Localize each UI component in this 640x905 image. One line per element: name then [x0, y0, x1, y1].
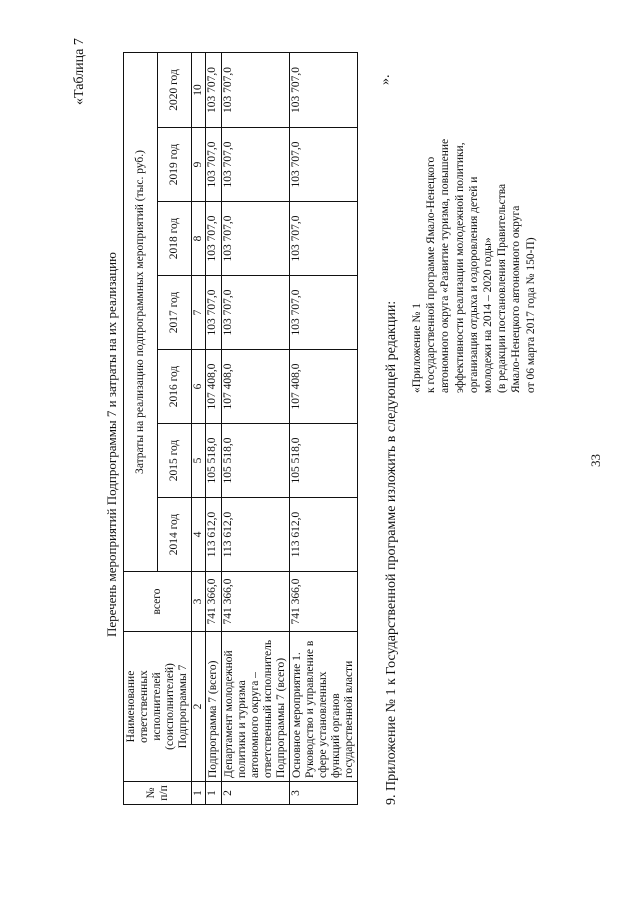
row-index: 3: [290, 782, 358, 805]
cell-value: 113 612,0: [290, 498, 358, 572]
column-number-row: [192, 52, 206, 804]
cell-value: 103 707,0: [222, 52, 290, 127]
table-row: [290, 52, 358, 804]
cell-value: 103 707,0: [290, 276, 358, 350]
column-number: 4: [192, 498, 206, 572]
header-year: 2020 год: [158, 52, 192, 127]
cell-value: 103 707,0: [206, 202, 222, 276]
table-header-row: [124, 52, 158, 804]
appendix-line: молодежи на 2014 – 2020 годы»: [482, 237, 495, 393]
header-year: 2018 год: [158, 202, 192, 276]
appendix-line: организация отдыха и оздоровления детей и: [467, 176, 480, 393]
column-number: 7: [192, 276, 206, 350]
column-number: 8: [192, 202, 206, 276]
row-name: Основное мероприятие 1. Руководство и управление в сфере установленных функций органов государственной власти: [290, 632, 358, 782]
table-title: Перечень мероприятий Подпрограммы 7 и затраты на их реализацию: [104, 252, 119, 637]
appendix-header-block: [410, 139, 538, 393]
table-row: [206, 52, 222, 804]
page-number: 33: [588, 454, 603, 467]
cell-value: 741 366,0: [290, 572, 358, 632]
column-number: 5: [192, 424, 206, 498]
cell-value: 103 707,0: [206, 276, 222, 350]
cell-value: 103 707,0: [222, 202, 290, 276]
appendix-line: к государственной программе Ямало-Ненецкого: [425, 156, 438, 393]
appendix-line: Ямало-Ненецкого автономного округа: [510, 205, 523, 393]
appendix-line: от 06 марта 2017 года № 150-П): [524, 237, 537, 393]
appendix-line: «Приложение № 1: [411, 303, 423, 393]
appendix-line: эффективности реализации молодежной политики,: [453, 142, 466, 393]
cell-value: 105 518,0: [206, 424, 222, 498]
cell-value: 103 707,0: [290, 128, 358, 202]
cell-value: 105 518,0: [222, 424, 290, 498]
header-total: всего: [124, 572, 192, 632]
cell-value: 107 408,0: [222, 350, 290, 424]
row-name: Департамент молодежной политики и туризма автономного округа – ответственный исполнитель Подпрограммы 7 (всего): [222, 632, 290, 782]
column-number: 2: [192, 632, 206, 782]
cell-value: 105 518,0: [290, 424, 358, 498]
header-index: № п/п: [124, 782, 192, 805]
cell-value: 113 612,0: [222, 498, 290, 572]
cell-value: 107 408,0: [290, 350, 358, 424]
header-year: 2014 год: [158, 498, 192, 572]
cell-value: 741 366,0: [222, 572, 290, 632]
appendix-line: автономного округа «Развитие туризма, повышение: [439, 138, 452, 393]
cell-value: 103 707,0: [206, 128, 222, 202]
cell-value: 113 612,0: [206, 498, 222, 572]
column-number: 3: [192, 572, 206, 632]
closing-quote-mark: ».: [378, 74, 393, 85]
header-year: 2015 год: [158, 424, 192, 498]
header-year: 2016 год: [158, 350, 192, 424]
appendix-line: (в редакции постановления Правительства: [496, 183, 509, 393]
column-number: 6: [192, 350, 206, 424]
column-number: 10: [192, 52, 206, 127]
cell-value: 103 707,0: [290, 52, 358, 127]
row-name: Подпрограмма 7 (всего): [206, 632, 222, 782]
table-row: [222, 52, 290, 804]
instruction-paragraph: 9. Приложение № 1 к Государственной программе изложить в следующей редакции:: [384, 300, 399, 805]
column-number: 1: [192, 782, 206, 805]
cell-value: 107 408,0: [206, 350, 222, 424]
cell-value: 103 707,0: [222, 276, 290, 350]
header-year: 2019 год: [158, 128, 192, 202]
cell-value: 741 366,0: [206, 572, 222, 632]
header-year: 2017 год: [158, 276, 192, 350]
header-group: Затраты на реализацию подпрограммных мероприятий (тыс. руб.): [124, 52, 158, 571]
column-number: 9: [192, 128, 206, 202]
table-label: «Таблица 7: [72, 38, 87, 105]
header-name: Наименование ответственных исполнителей (соисполнителей) Подпрограммы 7: [124, 632, 192, 782]
cell-value: 103 707,0: [222, 128, 290, 202]
cell-value: 103 707,0: [290, 202, 358, 276]
row-index: 1: [206, 782, 222, 805]
cell-value: 103 707,0: [206, 52, 222, 127]
expenses-table: [123, 52, 358, 805]
row-index: 2: [222, 782, 290, 805]
